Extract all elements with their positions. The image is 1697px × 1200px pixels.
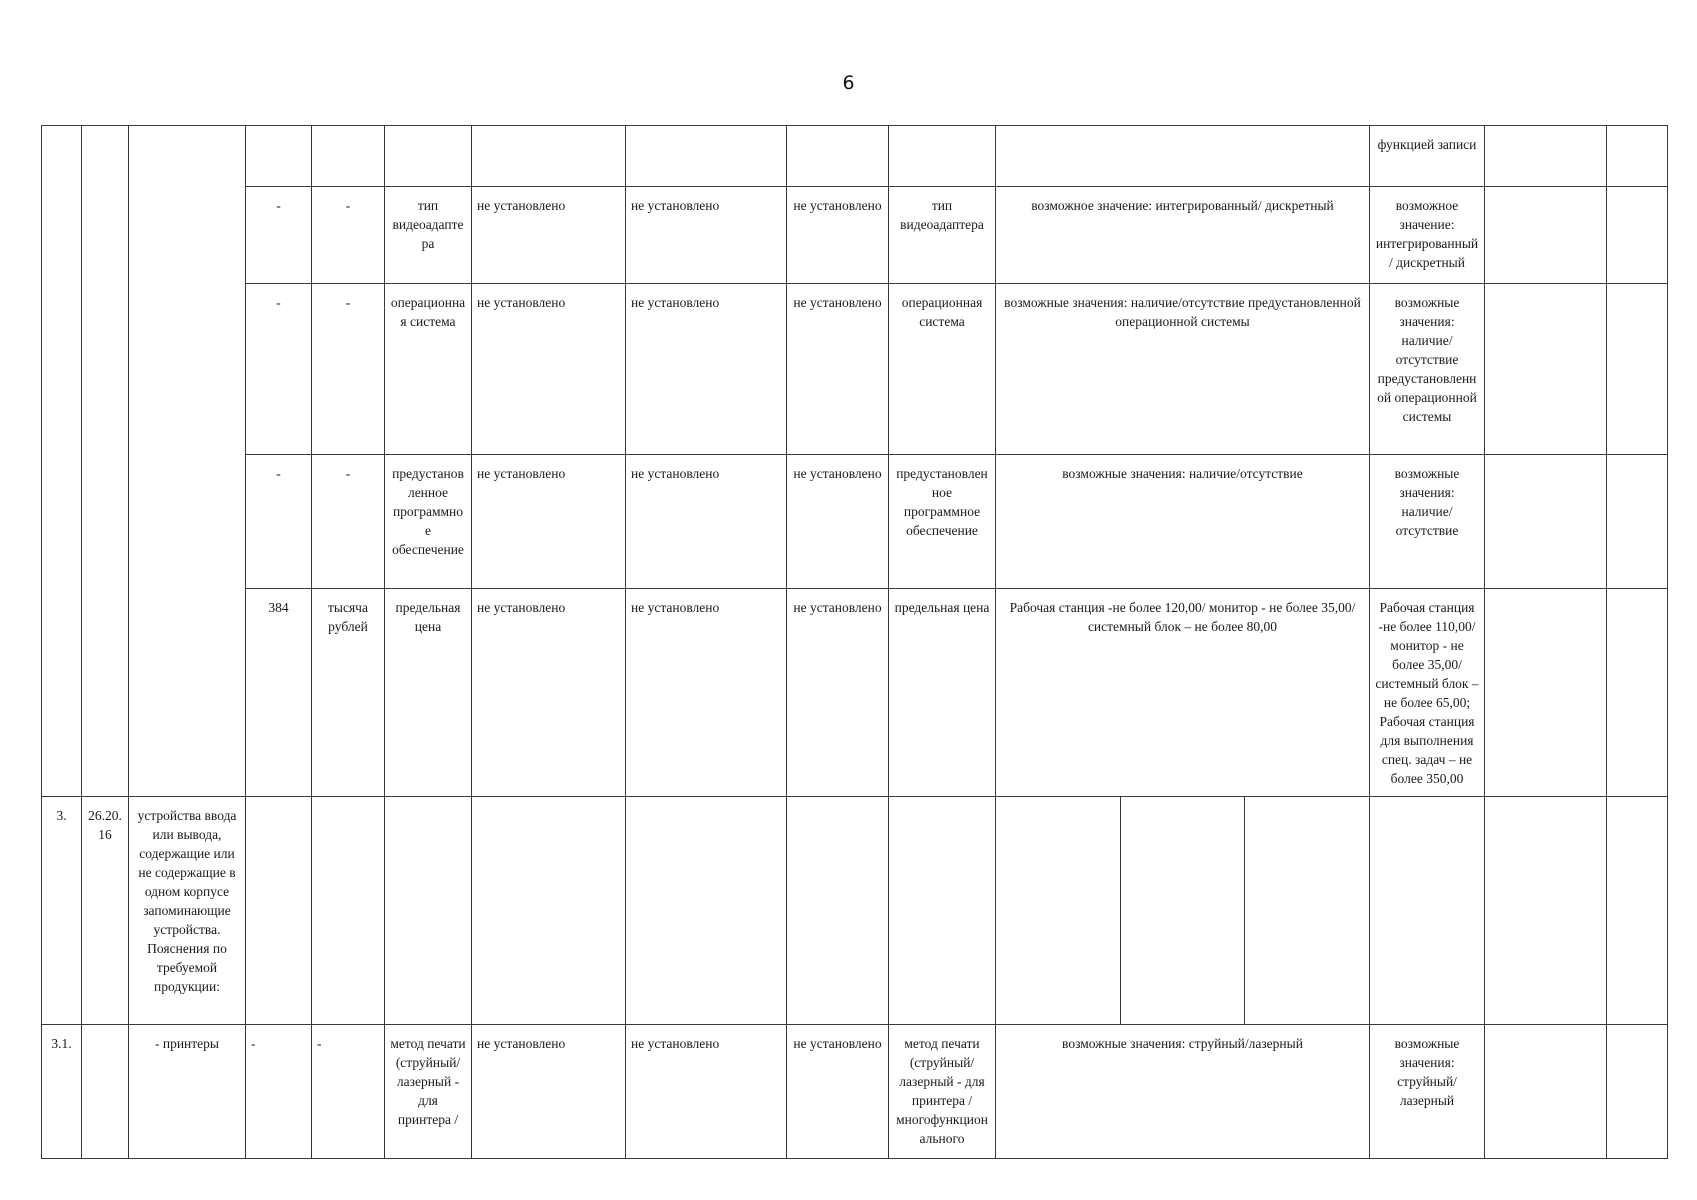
split-col bbox=[1245, 797, 1369, 1024]
cell-unit: - bbox=[312, 187, 385, 284]
characteristics-table bbox=[41, 125, 1668, 1159]
cell-value: возможное значение: интегрированный/ дискретный bbox=[1370, 187, 1485, 284]
cell-unit: - bbox=[312, 455, 385, 589]
cell-value bbox=[787, 126, 889, 187]
cell-value: не установлено bbox=[787, 1025, 889, 1159]
cell-characteristic bbox=[385, 126, 472, 187]
split-columns bbox=[996, 797, 1369, 1024]
cell-value: Рабочая станция -не более 120,00/ монитор - не более 35,00/ системный блок – не более 80,00 bbox=[996, 589, 1370, 797]
cell-extra bbox=[1607, 284, 1668, 455]
cell-extra bbox=[1607, 455, 1668, 589]
cell-characteristic: предустановленное программное обеспечение bbox=[385, 455, 472, 589]
cell-value: возможное значение: интегрированный/ дискретный bbox=[996, 187, 1370, 284]
cell-extra bbox=[1607, 126, 1668, 187]
cell-value: не установлено bbox=[626, 187, 787, 284]
cell-value: возможные значения: наличие/отсутствие bbox=[996, 455, 1370, 589]
cell-characteristic: метод печати (струйный/ лазерный - для принтера / bbox=[385, 1025, 472, 1159]
cell-extra bbox=[1607, 589, 1668, 797]
cell-value: Рабочая станция -не более 110,00/ монитор - не более 35,00/ системный блок – не более 65,00; Рабочая станция для выполнения спец. задач – не более 350,00 bbox=[1370, 589, 1485, 797]
table-row bbox=[42, 187, 1668, 284]
cell-value: не установлено bbox=[787, 455, 889, 589]
cell-value bbox=[787, 797, 889, 1025]
split-col bbox=[1121, 797, 1246, 1024]
cell-number: 3.1. bbox=[42, 1025, 82, 1159]
cell-characteristic: предустановленное программное обеспечение bbox=[889, 455, 996, 589]
cell-okei-code: - bbox=[246, 455, 312, 589]
cell-value: не установлено bbox=[626, 589, 787, 797]
cell-extra bbox=[1607, 187, 1668, 284]
cell-value: возможные значения: наличие/отсутствие bbox=[1370, 455, 1485, 589]
cell-justification bbox=[1485, 187, 1607, 284]
cell-okpd-code bbox=[82, 1025, 129, 1159]
table-row bbox=[42, 455, 1668, 589]
cell-unit bbox=[312, 126, 385, 187]
cell-unit: - bbox=[312, 284, 385, 455]
cell-product-name bbox=[129, 126, 246, 797]
cell-characteristic: предельная цена bbox=[385, 589, 472, 797]
cell-okei-code: - bbox=[246, 1025, 312, 1159]
cell-okei-code bbox=[246, 126, 312, 187]
cell-okei-code: - bbox=[246, 187, 312, 284]
cell-value: функцией записи bbox=[1370, 126, 1485, 187]
cell-value: возможные значения: наличие/отсутствие предустановленной операционной системы bbox=[1370, 284, 1485, 455]
cell-value: не установлено bbox=[472, 455, 626, 589]
cell-okei-code bbox=[246, 797, 312, 1025]
table-row bbox=[42, 797, 1668, 1025]
cell-extra bbox=[1607, 797, 1668, 1025]
cell-justification bbox=[1485, 455, 1607, 589]
table-row bbox=[42, 126, 1668, 187]
cell-value bbox=[472, 126, 626, 187]
cell-value: не установлено bbox=[626, 1025, 787, 1159]
cell-value bbox=[996, 126, 1370, 187]
cell-characteristic: метод печати (струйный/лазерный - для принтера / многофункционального bbox=[889, 1025, 996, 1159]
cell-justification bbox=[1485, 284, 1607, 455]
cell-value bbox=[626, 797, 787, 1025]
cell-extra bbox=[1607, 1025, 1668, 1159]
page-number: 6 bbox=[842, 72, 855, 94]
table-row bbox=[42, 589, 1668, 797]
cell-okei-code: - bbox=[246, 284, 312, 455]
cell-number: 3. bbox=[42, 797, 82, 1025]
table-row bbox=[42, 284, 1668, 455]
cell-value: возможные значения: струйный/лазерный bbox=[1370, 1025, 1485, 1159]
cell-unit bbox=[312, 797, 385, 1025]
cell-value: не установлено bbox=[472, 284, 626, 455]
cell-okpd-code: 26.20.16 bbox=[82, 797, 129, 1025]
cell-justification bbox=[1485, 589, 1607, 797]
cell-product-name: устройства ввода или вывода, содержащие или не содержащие в одном корпусе запоминающие устройства. Пояснения по требуемой продукции: bbox=[129, 797, 246, 1025]
cell-characteristic: операционная система bbox=[889, 284, 996, 455]
cell-okei-code: 384 bbox=[246, 589, 312, 797]
cell-characteristic: тип видеоадаптера bbox=[385, 187, 472, 284]
cell-unit: - bbox=[312, 1025, 385, 1159]
cell-value: не установлено bbox=[626, 455, 787, 589]
cell-characteristic bbox=[889, 797, 996, 1025]
cell-justification bbox=[1485, 797, 1607, 1025]
cell-characteristic: предельная цена bbox=[889, 589, 996, 797]
cell-characteristic: тип видеоадаптера bbox=[889, 187, 996, 284]
cell-value-split bbox=[996, 797, 1370, 1025]
cell-justification bbox=[1485, 126, 1607, 187]
cell-value bbox=[626, 126, 787, 187]
cell-value: не установлено bbox=[472, 1025, 626, 1159]
cell-justification bbox=[1485, 1025, 1607, 1159]
cell-value: не установлено bbox=[626, 284, 787, 455]
cell-value: не установлено bbox=[787, 589, 889, 797]
cell-value: не установлено bbox=[787, 187, 889, 284]
cell-number bbox=[42, 126, 82, 797]
cell-value: не установлено bbox=[787, 284, 889, 455]
cell-value: не установлено bbox=[472, 187, 626, 284]
cell-characteristic: операционная система bbox=[385, 284, 472, 455]
cell-value bbox=[472, 797, 626, 1025]
cell-characteristic bbox=[385, 797, 472, 1025]
cell-product-name: - принтеры bbox=[129, 1025, 246, 1159]
split-col bbox=[996, 797, 1121, 1024]
cell-value: не установлено bbox=[472, 589, 626, 797]
cell-unit: тысяча рублей bbox=[312, 589, 385, 797]
cell-value: возможные значения: струйный/лазерный bbox=[996, 1025, 1370, 1159]
cell-characteristic bbox=[889, 126, 996, 187]
cell-okpd-code bbox=[82, 126, 129, 797]
table-row bbox=[42, 1025, 1668, 1159]
cell-value bbox=[1370, 797, 1485, 1025]
cell-value: возможные значения: наличие/отсутствие предустановленной операционной системы bbox=[996, 284, 1370, 455]
